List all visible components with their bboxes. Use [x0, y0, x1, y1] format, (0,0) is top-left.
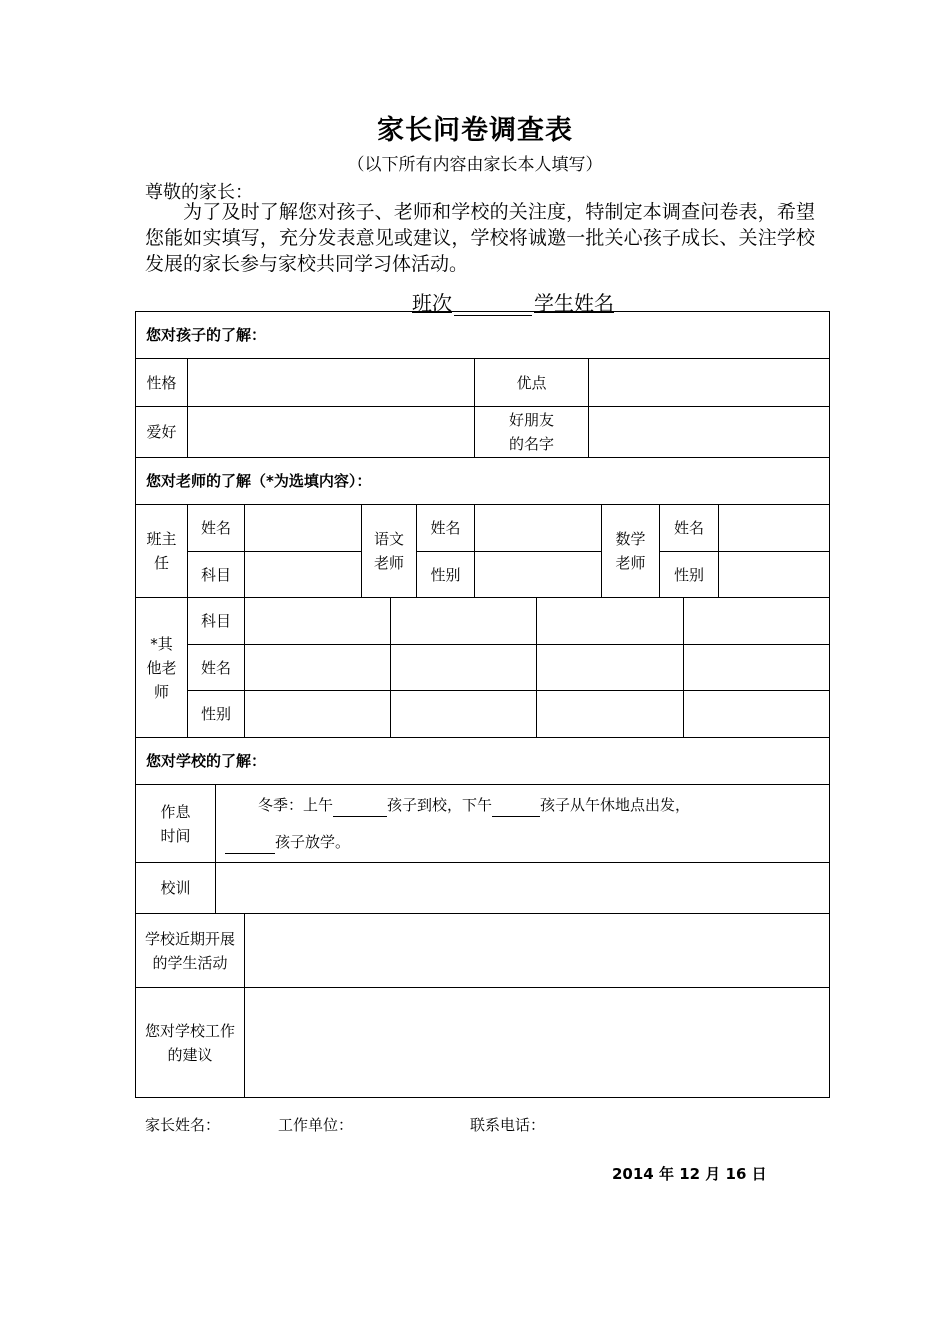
schedule-afternoon: 孩子到校，下午 [387, 796, 493, 814]
schedule-line-2 [225, 830, 350, 854]
schedule-winter-morning: 冬季：上午 [258, 796, 334, 814]
form-date: 2014 年 12 月 16 日 [612, 1165, 767, 1183]
other-teachers-label: *其他老师 [135, 597, 188, 738]
other-subject-field-2[interactable] [390, 597, 537, 645]
other-gender-field-3[interactable] [536, 690, 684, 738]
hobbies-field[interactable] [187, 406, 475, 458]
other-gender-field-2[interactable] [390, 690, 537, 738]
other-subject-field-3[interactable] [536, 597, 684, 645]
greeting: 尊敬的家长： [145, 182, 253, 203]
homeroom-teacher-label: 班主任 [135, 504, 188, 598]
parent-name-label: 家长姓名： [145, 1116, 221, 1134]
schedule-noon-depart: 孩子从午休地点出发， [540, 796, 691, 814]
morning-arrival-blank[interactable] [333, 800, 387, 817]
other-subject-field-1[interactable] [244, 597, 391, 645]
schedule-label: 作息时间 [135, 784, 216, 863]
motto-label: 校训 [135, 862, 216, 914]
page-subtitle: （以下所有内容由家长本人填写） [347, 155, 603, 175]
workplace-label: 工作单位： [278, 1116, 354, 1134]
activities-label: 学校近期开展的学生活动 [135, 913, 245, 988]
afternoon-depart-blank[interactable] [492, 800, 540, 817]
chinese-name-label: 姓名 [416, 504, 475, 552]
suggestions-field[interactable] [244, 987, 830, 1098]
other-name-field-2[interactable] [390, 644, 537, 691]
math-gender-label: 性别 [659, 551, 719, 598]
chinese-name-field[interactable] [474, 504, 602, 552]
schedule-field[interactable] [215, 784, 830, 863]
friends-label: 好朋友的名字 [474, 406, 589, 458]
other-gender-field-4[interactable] [683, 690, 830, 738]
phone-label: 联系电话： [470, 1116, 546, 1134]
homeroom-subject-field[interactable] [244, 551, 362, 598]
personality-field[interactable] [187, 358, 475, 407]
schedule-line-1 [258, 793, 690, 817]
math-name-field[interactable] [718, 504, 830, 552]
student-name-label: 学生姓名 [534, 291, 614, 315]
intro-paragraph [145, 199, 815, 277]
homeroom-name-label: 姓名 [187, 504, 245, 552]
personality-label: 性格 [135, 358, 188, 407]
suggestions-label: 您对学校工作的建议 [135, 987, 245, 1098]
other-name-field-1[interactable] [244, 644, 391, 691]
activities-field[interactable] [244, 913, 830, 988]
hobbies-label: 爱好 [135, 406, 188, 458]
other-subject-field-4[interactable] [683, 597, 830, 645]
math-gender-field[interactable] [718, 551, 830, 598]
motto-field[interactable] [215, 862, 830, 914]
dismissal-blank[interactable] [225, 837, 275, 854]
other-subject-label: 科目 [187, 597, 245, 645]
other-name-field-3[interactable] [536, 644, 684, 691]
section-school-heading: 您对学校的了解： [135, 737, 830, 785]
math-name-label: 姓名 [659, 504, 719, 552]
chinese-gender-field[interactable] [474, 551, 602, 598]
math-teacher-label: 数学老师 [601, 504, 660, 598]
chinese-gender-label: 性别 [416, 551, 475, 598]
other-gender-label: 性别 [187, 690, 245, 738]
chinese-teacher-label: 语文老师 [361, 504, 417, 598]
other-gender-field-1[interactable] [244, 690, 391, 738]
page-title: 家长问卷调查表 [377, 115, 573, 146]
homeroom-name-field[interactable] [244, 504, 362, 552]
other-name-field-4[interactable] [683, 644, 830, 691]
other-name-label: 姓名 [187, 644, 245, 691]
strengths-field[interactable] [588, 358, 830, 407]
section-child-heading: 您对孩子的了解： [135, 311, 830, 359]
homeroom-subject-label: 科目 [187, 551, 245, 598]
intro-text: 为了及时了解您对孩子、老师和学校的关注度，特制定本调查问卷表，希望您能如实填写，充分发表意见或建议，学校将诚邀一批关心孩子成长、关注学校发展的家长参与家校共同学习体活动。 [145, 201, 815, 275]
class-label: 班次 [412, 291, 452, 315]
section-teacher-heading: 您对老师的了解（*为选填内容）： [135, 457, 830, 505]
schedule-dismissal: 孩子放学。 [275, 833, 351, 851]
strengths-label: 优点 [474, 358, 589, 407]
friends-field[interactable] [588, 406, 830, 458]
